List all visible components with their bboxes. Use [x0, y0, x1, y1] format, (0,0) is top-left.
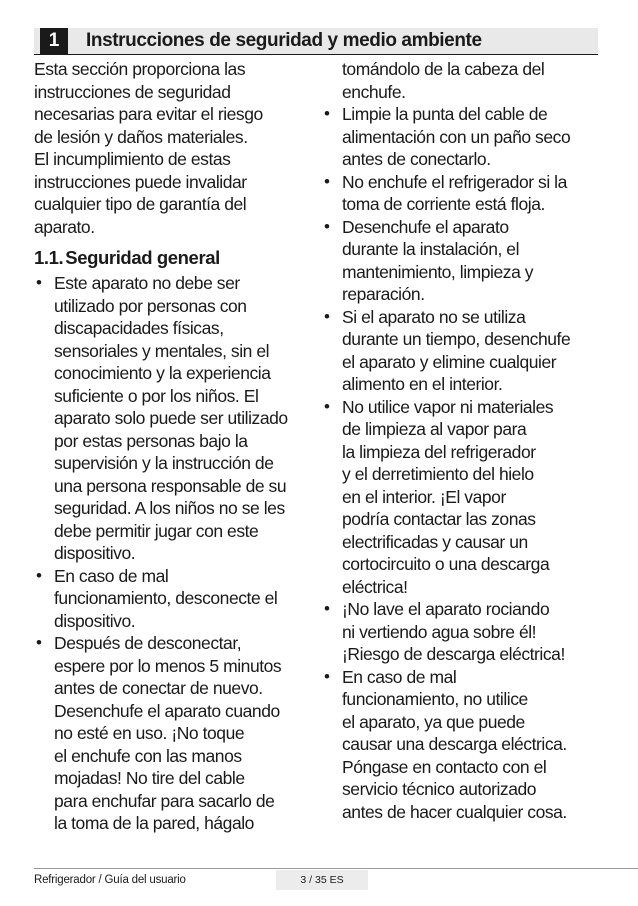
intro-paragraph: Esta sección proporciona las instrucciones de seguridad necesarias para evitar el riesgo de lesión y daños materiales. El incumplimiento de estas instrucciones puede invalidar cualquier tipo de garantía del aparato.	[34, 59, 263, 237]
list-item: • Si el aparato no se utiliza durante un tiempo, desenchufe el aparato y elimine cualquier alimento en el interior.	[322, 306, 600, 396]
subsection-number: 1.1.	[34, 247, 64, 268]
left-bullet-list	[34, 272, 310, 835]
page-number: 3 / 35 ES	[276, 870, 368, 890]
list-item: • Desenchufe el aparato durante la instalación, el mantenimiento, limpieza y reparación.	[322, 216, 600, 306]
list-item: • Después de desconectar, espere por lo menos 5 minutos antes de conectar de nuevo. Desenchufe el aparato cuando no esté en uso. ¡No toque el enchufe con las manos mojadas! No tire del cable para enchufar para sacarlo de la toma de la pared, hágalo	[34, 632, 310, 835]
right-bullet-list	[322, 103, 600, 823]
list-item: • No utilice vapor ni materiales de limpieza al vapor para la limpieza del refrigerador y el derretimiento del hielo en el interior. ¡El vapor podría contactar las zonas electrificadas y causar un cortocircuito o una descarga eléctrica!	[322, 396, 600, 599]
left-column	[34, 58, 310, 835]
list-item: • ¡No lave el aparato rociando ni vertiendo agua sobre él! ¡Riesgo de descarga eléctrica!	[322, 598, 600, 666]
list-item: • En caso de mal funcionamiento, no utilice el aparato, ya que puede causar una descarga eléctrica. Póngase en contacto con el servicio técnico autorizado antes de hacer cualquier cosa.	[322, 666, 600, 824]
list-item: • Limpie la punta del cable de alimentación con un paño seco antes de conectarlo.	[322, 103, 600, 171]
section-header	[34, 28, 598, 55]
continued-text: tomándolo de la cabeza del enchufe.	[342, 59, 545, 102]
subsection-title: Seguridad general	[65, 247, 220, 268]
list-item: • En caso de mal funcionamiento, desconecte el dispositivo.	[34, 565, 310, 633]
footer-divider	[34, 868, 638, 869]
footer-document-title: Refrigerador / Guía del usuario	[34, 874, 186, 886]
section-number: 1	[40, 28, 68, 54]
subsection-heading	[34, 246, 310, 270]
list-item: • Este aparato no debe ser utilizado por personas con discapacidades físicas, sensoriales y mentales, sin el conocimiento y la experiencia suficiente o por los niños. El aparato solo puede ser utilizado por estas personas bajo la supervisión y la instrucción de una persona responsable de su seguridad. A los niños no se les debe permitir jugar con este dispositivo.	[34, 272, 310, 565]
section-title: Instrucciones de seguridad y medio ambiente	[86, 30, 482, 51]
list-item: • No enchufe el refrigerador si la toma de corriente está floja.	[322, 171, 600, 216]
right-column	[322, 58, 600, 823]
